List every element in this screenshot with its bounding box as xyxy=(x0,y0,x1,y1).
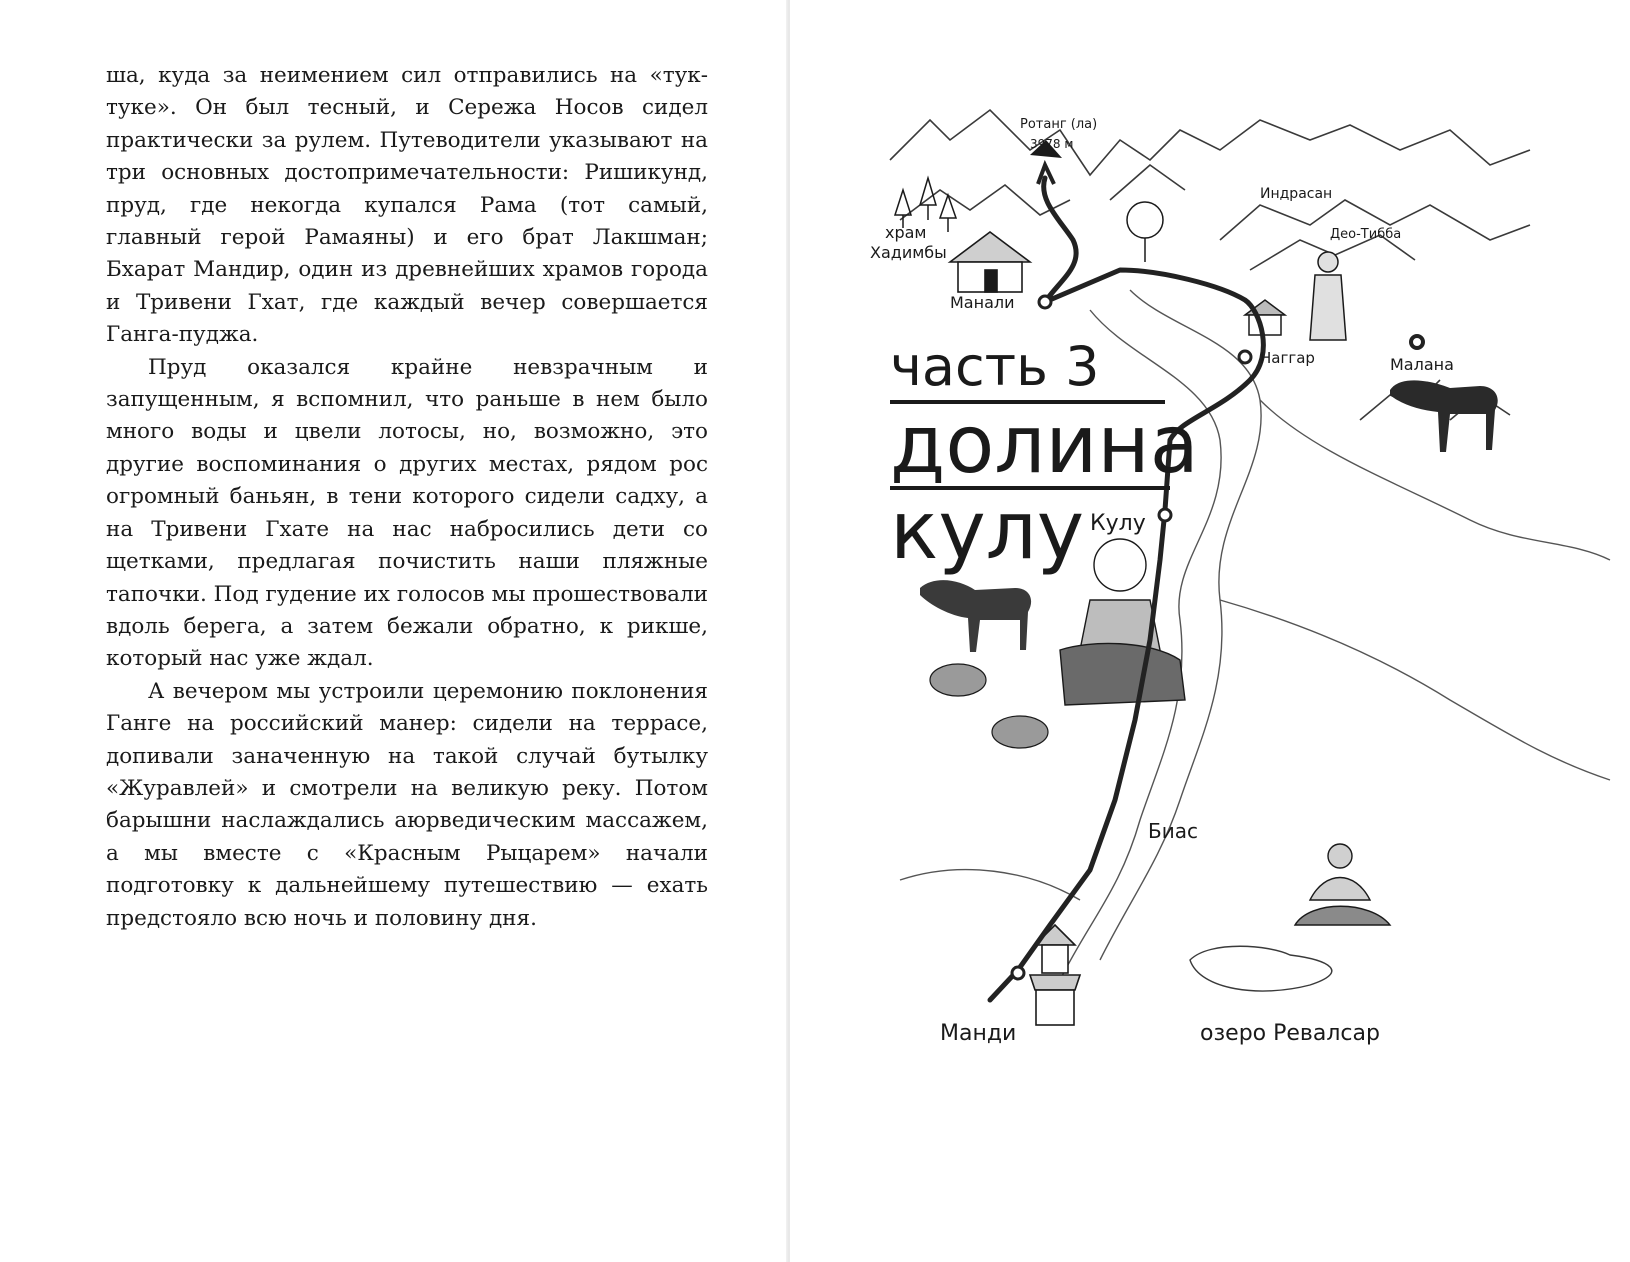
lotus-figure-icon xyxy=(1295,844,1390,925)
hadimba-temple-icon xyxy=(950,232,1030,292)
mandi-stop-icon xyxy=(1012,967,1024,979)
left-page xyxy=(0,0,790,1262)
rewalsar-lake-icon xyxy=(1190,946,1332,991)
malana-label: Малана xyxy=(1390,355,1454,374)
indrasan-label: Индрасан xyxy=(1260,186,1333,202)
kullu-stop-icon xyxy=(1159,509,1171,521)
chapter-title xyxy=(890,335,1199,577)
malana-stop-icon xyxy=(1411,336,1423,348)
paragraph-2: Пруд оказался крайне невзрачным и запущенным, я вспомнил, что раньше в нем было много воды и цвели лотосы, но, возможно, это другие воспоминания о других местах, рядом рос огромный баньян, в тени которого сидели садху, а на Тривени Гхате на нас набросились дети со щетками, предлагая почистить наши пляжные тапочки. Под гудение их голосов мы прошествовали вдоль берега, а затем бежали обратно, к рикше, который нас уже ждал. xyxy=(106,354,708,672)
right-page xyxy=(790,0,1630,1262)
paragraph-3: А вечером мы устроили церемонию поклонения Ганге на российский манер: сидели на террасе, допивали заначенную на такой случай бутылку «Журавлей» и смотрели на великую реку. Потом барышни наслаждались аюрведическим массажем, а мы вместе с «Красным Рыцарем» начали подготовку к дальнейшему путешествию — ехать предстояло всю ночь и половину дня. xyxy=(106,678,708,931)
kullu-label: Кулу xyxy=(1090,511,1146,536)
manali-label: Манали xyxy=(950,293,1015,312)
painter-figure-icon xyxy=(1310,252,1346,340)
temple-label-line1: храм xyxy=(885,223,927,242)
title-line-1: долина xyxy=(890,398,1199,491)
route-line xyxy=(990,178,1263,1000)
sheep-icon xyxy=(930,664,1048,748)
mandi-label: Манди xyxy=(940,1021,1017,1046)
title-line-2: кулу xyxy=(890,484,1085,577)
manali-stop-icon xyxy=(1039,296,1051,308)
body-text xyxy=(106,60,708,935)
beas-label: Биас xyxy=(1148,819,1198,843)
rotang-label: Ротанг (ла) xyxy=(1020,117,1098,132)
kullu-valley-map xyxy=(790,0,1630,1262)
horse-icon xyxy=(1390,380,1498,452)
rewalsar-label: озеро Ревалсар xyxy=(1200,1021,1380,1046)
part-label: часть 3 xyxy=(890,335,1100,398)
deo-tibba-label: Део-Тибба xyxy=(1330,227,1402,242)
naggar-label: Наггар xyxy=(1260,349,1315,367)
rotang-height-label: 3978 м xyxy=(1030,137,1074,151)
cow-icon xyxy=(920,580,1031,652)
temple-label-line2: Хадимбы xyxy=(870,243,947,262)
naggar-stop-icon xyxy=(1239,351,1251,363)
paragraph-1: ша, куда за неимением сил отправились на «тук-туке». Он был тесный, и Сережа Носов сидел практически за рулем. Путеводители указывают на три основных достопримечательности: Ришикунд, пруд, где некогда купался Рама (тот самый, главный герой Рамаяны) и его брат Лакшман; Бхарат Мандир, один из древнейших храмов города и Тривени Гхат, где каждый вечер совершается Ганга-пуджа. xyxy=(106,63,708,348)
